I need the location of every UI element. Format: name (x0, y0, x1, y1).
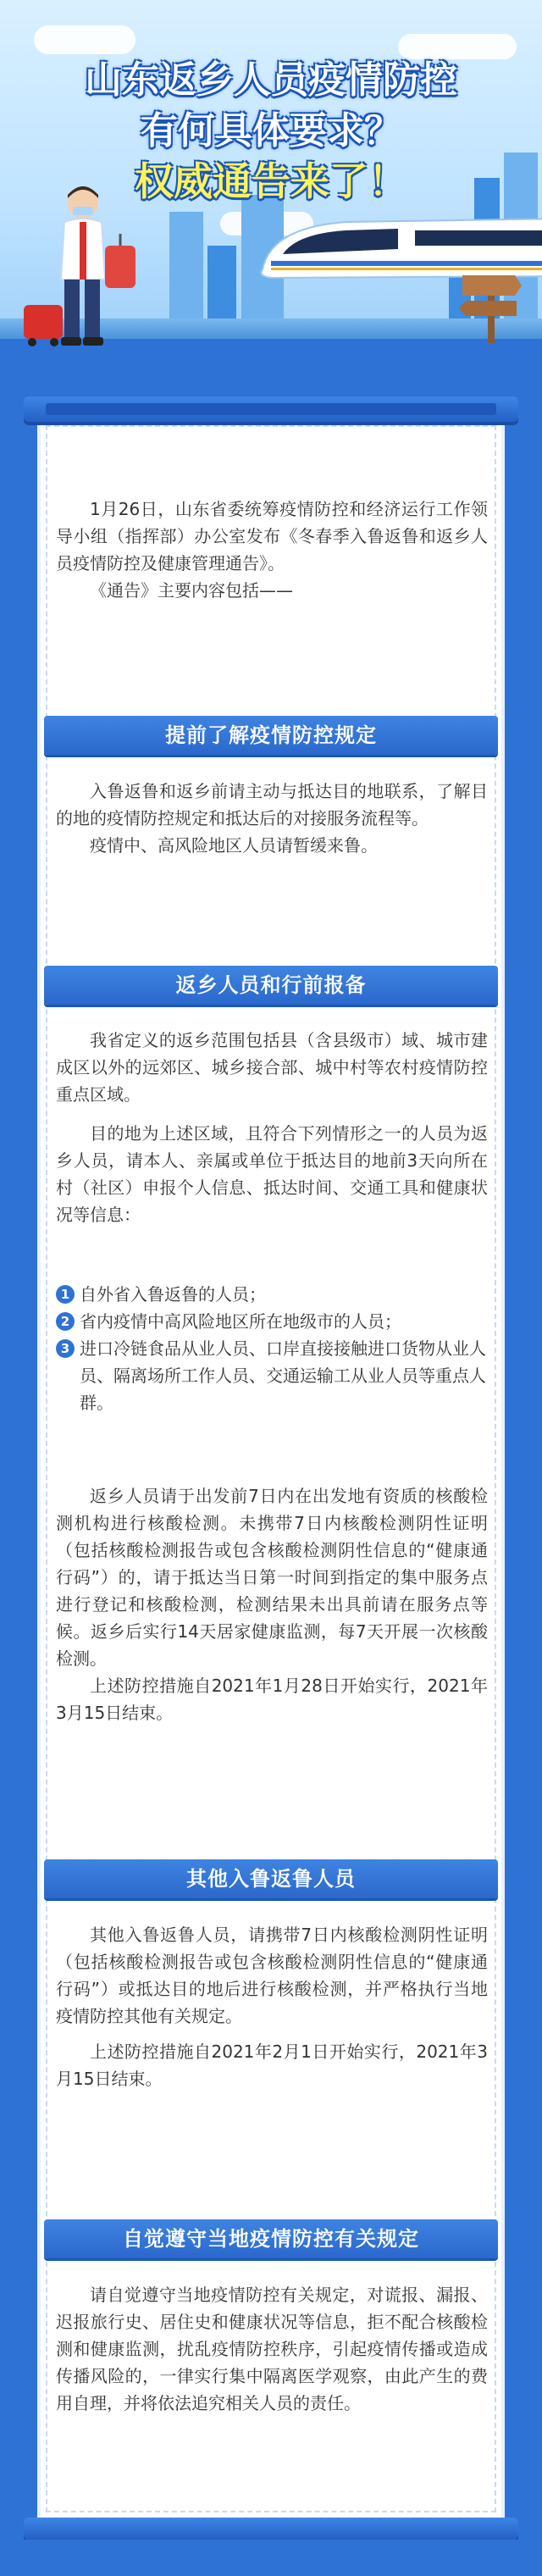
building-decoration (207, 246, 236, 322)
section-paragraph: 疫情中、高风险地区人员请暂缓来鲁。 (90, 835, 378, 856)
section-body (56, 1482, 488, 1726)
section-heading: 提前了解疫情防控规定 (44, 716, 498, 755)
section-paragraph: 上述防控措施自2021年2月1日开始实行，2021年3月15日结束。 (56, 2041, 488, 2089)
numbered-list (56, 1281, 488, 1416)
page-title-line-1: 山东返乡人员疫情防控 (85, 58, 457, 102)
list-item-text: 自外省入鲁返鲁的人员； (80, 1284, 266, 1305)
page-title-line-3: 权威通告来了！ (135, 158, 407, 204)
footer-background (0, 2540, 542, 2576)
signpost-icon (457, 267, 525, 343)
section-heading: 自觉遵守当地疫情防控有关规定 (44, 2219, 498, 2258)
section-body (56, 1921, 488, 2092)
building-decoration (169, 212, 203, 322)
list-item (56, 1335, 488, 1416)
page-title-line-2: 有何具体要求？ (141, 109, 401, 152)
intro-paragraph: 1月26日，山东省委统筹疫情防控和经济运行工作领导小组（指挥部）办公室发布《冬春季入鲁返鲁和返乡人员疫情防控及健康管理通告》。 (56, 499, 488, 573)
section-paragraph: 返乡人员请于出发前7日内在出发地有资质的核酸检测机构进行核酸检测。未携带7日内核酸检测阴性证明（包括核酸检测报告或包含核酸检测阴性信息的“健康通行码”）的，请于抵达当日第一时间到指定的集中服务点进行登记和核酸检测，检测结果未出具前请在服务点等候。返乡后实行14天居家健康监测，每7天开展一次核酸检测。 (56, 1486, 488, 1669)
list-number-badge: 2 (56, 1312, 75, 1331)
list-number-badge: 1 (56, 1285, 75, 1304)
section-paragraph: 其他入鲁返鲁人员，请携带7日内核酸检测阴性证明（包括核酸检测报告或包含核酸检测阴性信息的“健康通行码”）或抵达目的地后进行核酸检测，并严格执行当地疫情防控其他有关规定。 (56, 1925, 488, 2026)
section-paragraph: 上述防控措施自2021年1月28日开始实行，2021年3月15日结束。 (56, 1676, 488, 1723)
list-item-text: 进口冷链食品从业人员、口岸直接接触进口货物从业人员、隔离场所工作人员、交通运输工从业人员等重点人群。 (80, 1338, 486, 1413)
list-item (56, 1308, 488, 1335)
list-item (56, 1281, 488, 1308)
scroll-roller-top (24, 396, 518, 422)
section-heading: 其他入鲁返鲁人员 (44, 1859, 498, 1898)
header-banner (0, 0, 542, 373)
section-paragraph: 入鲁返鲁和返乡前请主动与抵达目的地联系，了解目的地的疫情防控规定和抵达后的对接服务流程等。 (56, 781, 488, 828)
section-body (56, 778, 488, 859)
section-paragraph: 目的地为上述区域，且符合下列情形之一的人员为返乡人员，请本人、亲属或单位于抵达目的地前3天向所在村（社区）申报个人信息、抵达时间、交通工具和健康状况等信息： (56, 1123, 488, 1225)
list-item-text: 省内疫情中高风险地区所在地级市的人员； (80, 1311, 401, 1332)
scroll-roller-bottom (24, 2518, 518, 2540)
intro-paragraph: 《通告》主要内容包括—— (90, 580, 293, 601)
section-paragraph: 请自觉遵守当地疫情防控有关规定，对谎报、漏报、迟报旅行史、居住史和健康状况等信息，拒不配合核酸检测和健康监测，扰乱疫情防控秩序，引起疫情传播或造成传播风险的，一律实行集中隔离医学观察，由此产生的费用自理，并将依法追究相关人员的责任。 (56, 2285, 488, 2413)
section-heading: 返乡人员和行前报备 (44, 966, 498, 1005)
section-body (56, 1027, 488, 1228)
section-paragraph: 我省定义的返乡范围包括县（含县级市）域、城市建成区以外的远郊区、城乡接合部、城中村等农村疫情防控重点区域。 (56, 1030, 488, 1105)
list-number-badge: 3 (56, 1339, 75, 1358)
intro-text (56, 496, 488, 604)
section-body (56, 2281, 488, 2417)
